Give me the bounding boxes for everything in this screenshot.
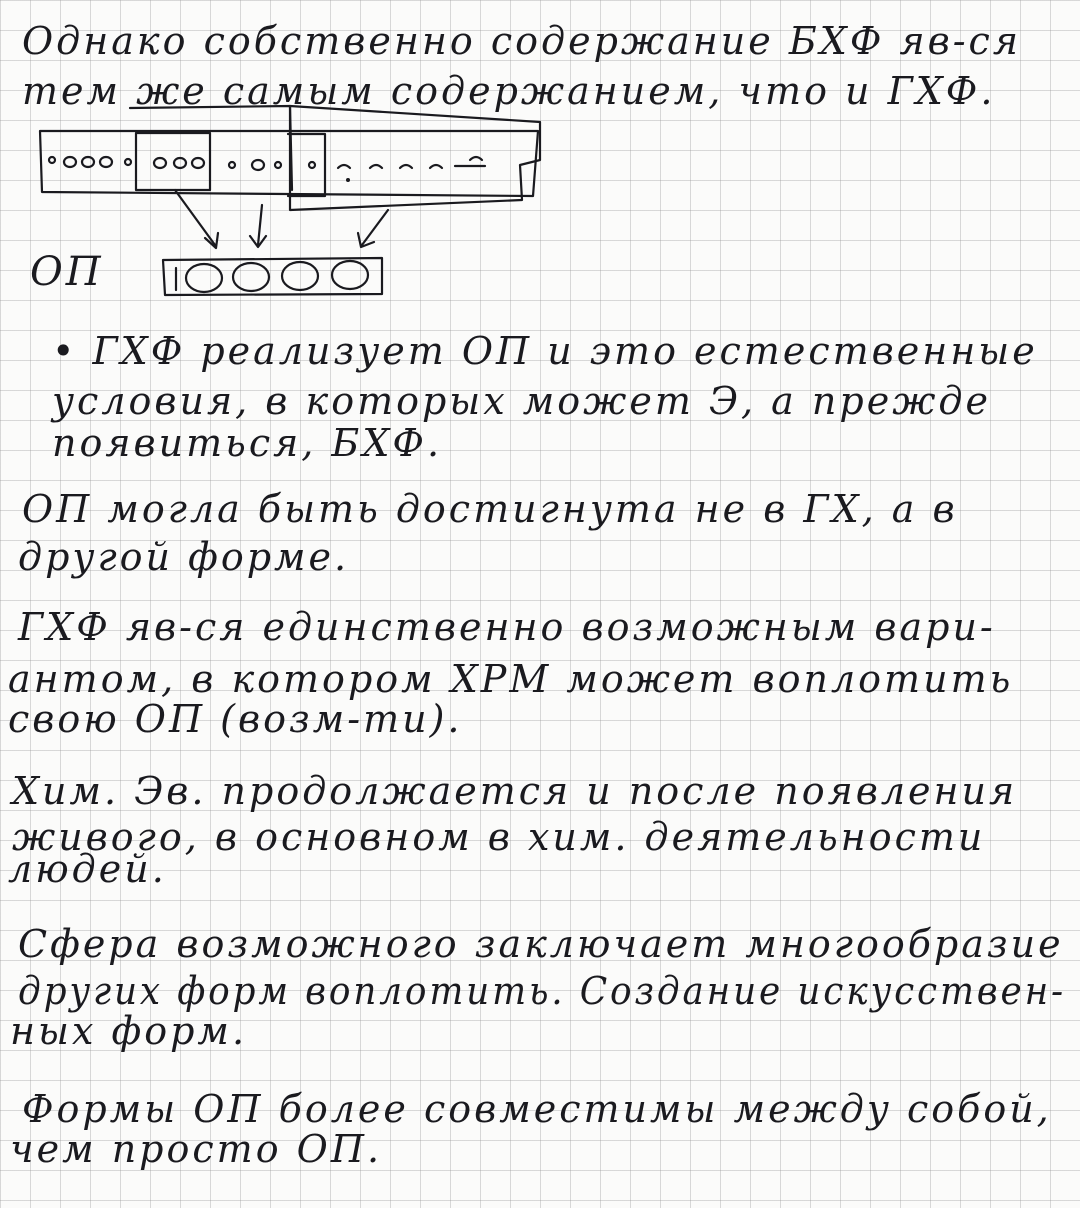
diagram-label-op: ОП [30, 249, 104, 295]
line-1: Однако собственно содержание БХФ яв-ся [22, 19, 1022, 63]
arrow-3-line [362, 210, 388, 245]
line-6: ОП могла быть достигнута не в ГХ, а в [22, 487, 958, 531]
line-12: живого, в основном в хим. деятельности [12, 815, 986, 859]
line-2: тем же самым содержанием, что и ГХФ. [22, 69, 996, 113]
line-11: Хим. Эв. продолжается и после появления [12, 769, 1018, 813]
arrow-1-line [175, 190, 215, 245]
line-9: антом, в котором ХРМ может воплотить [8, 657, 1014, 701]
frame-1-shape [136, 133, 210, 190]
line-4: условия, в которых может Э, а прежде [52, 379, 991, 423]
line-18: чем просто ОП. [10, 1127, 383, 1171]
line-16: ных форм. [10, 1009, 248, 1053]
line-14: Сфера возможного заключает многообразие [18, 922, 1064, 966]
line-15: других форм воплотить. Создание искусствен- [18, 969, 1066, 1013]
line-10: свою ОП (возм-ти). [8, 697, 463, 741]
line-13: людей. [8, 847, 167, 891]
arrow-2-line [258, 205, 262, 245]
line-8: ГХФ яв-ся единственно возможным вари- [18, 605, 996, 649]
line-3: • ГХФ реализует ОП и это естественные [52, 329, 1038, 373]
frame-3-inner-shape [288, 134, 325, 196]
line-5: появиться, БХФ. [52, 421, 443, 465]
line-7: другой форме. [18, 535, 350, 579]
strip-dots [49, 157, 485, 182]
line-17: Формы ОП более совместимы между собой, [22, 1087, 1052, 1131]
